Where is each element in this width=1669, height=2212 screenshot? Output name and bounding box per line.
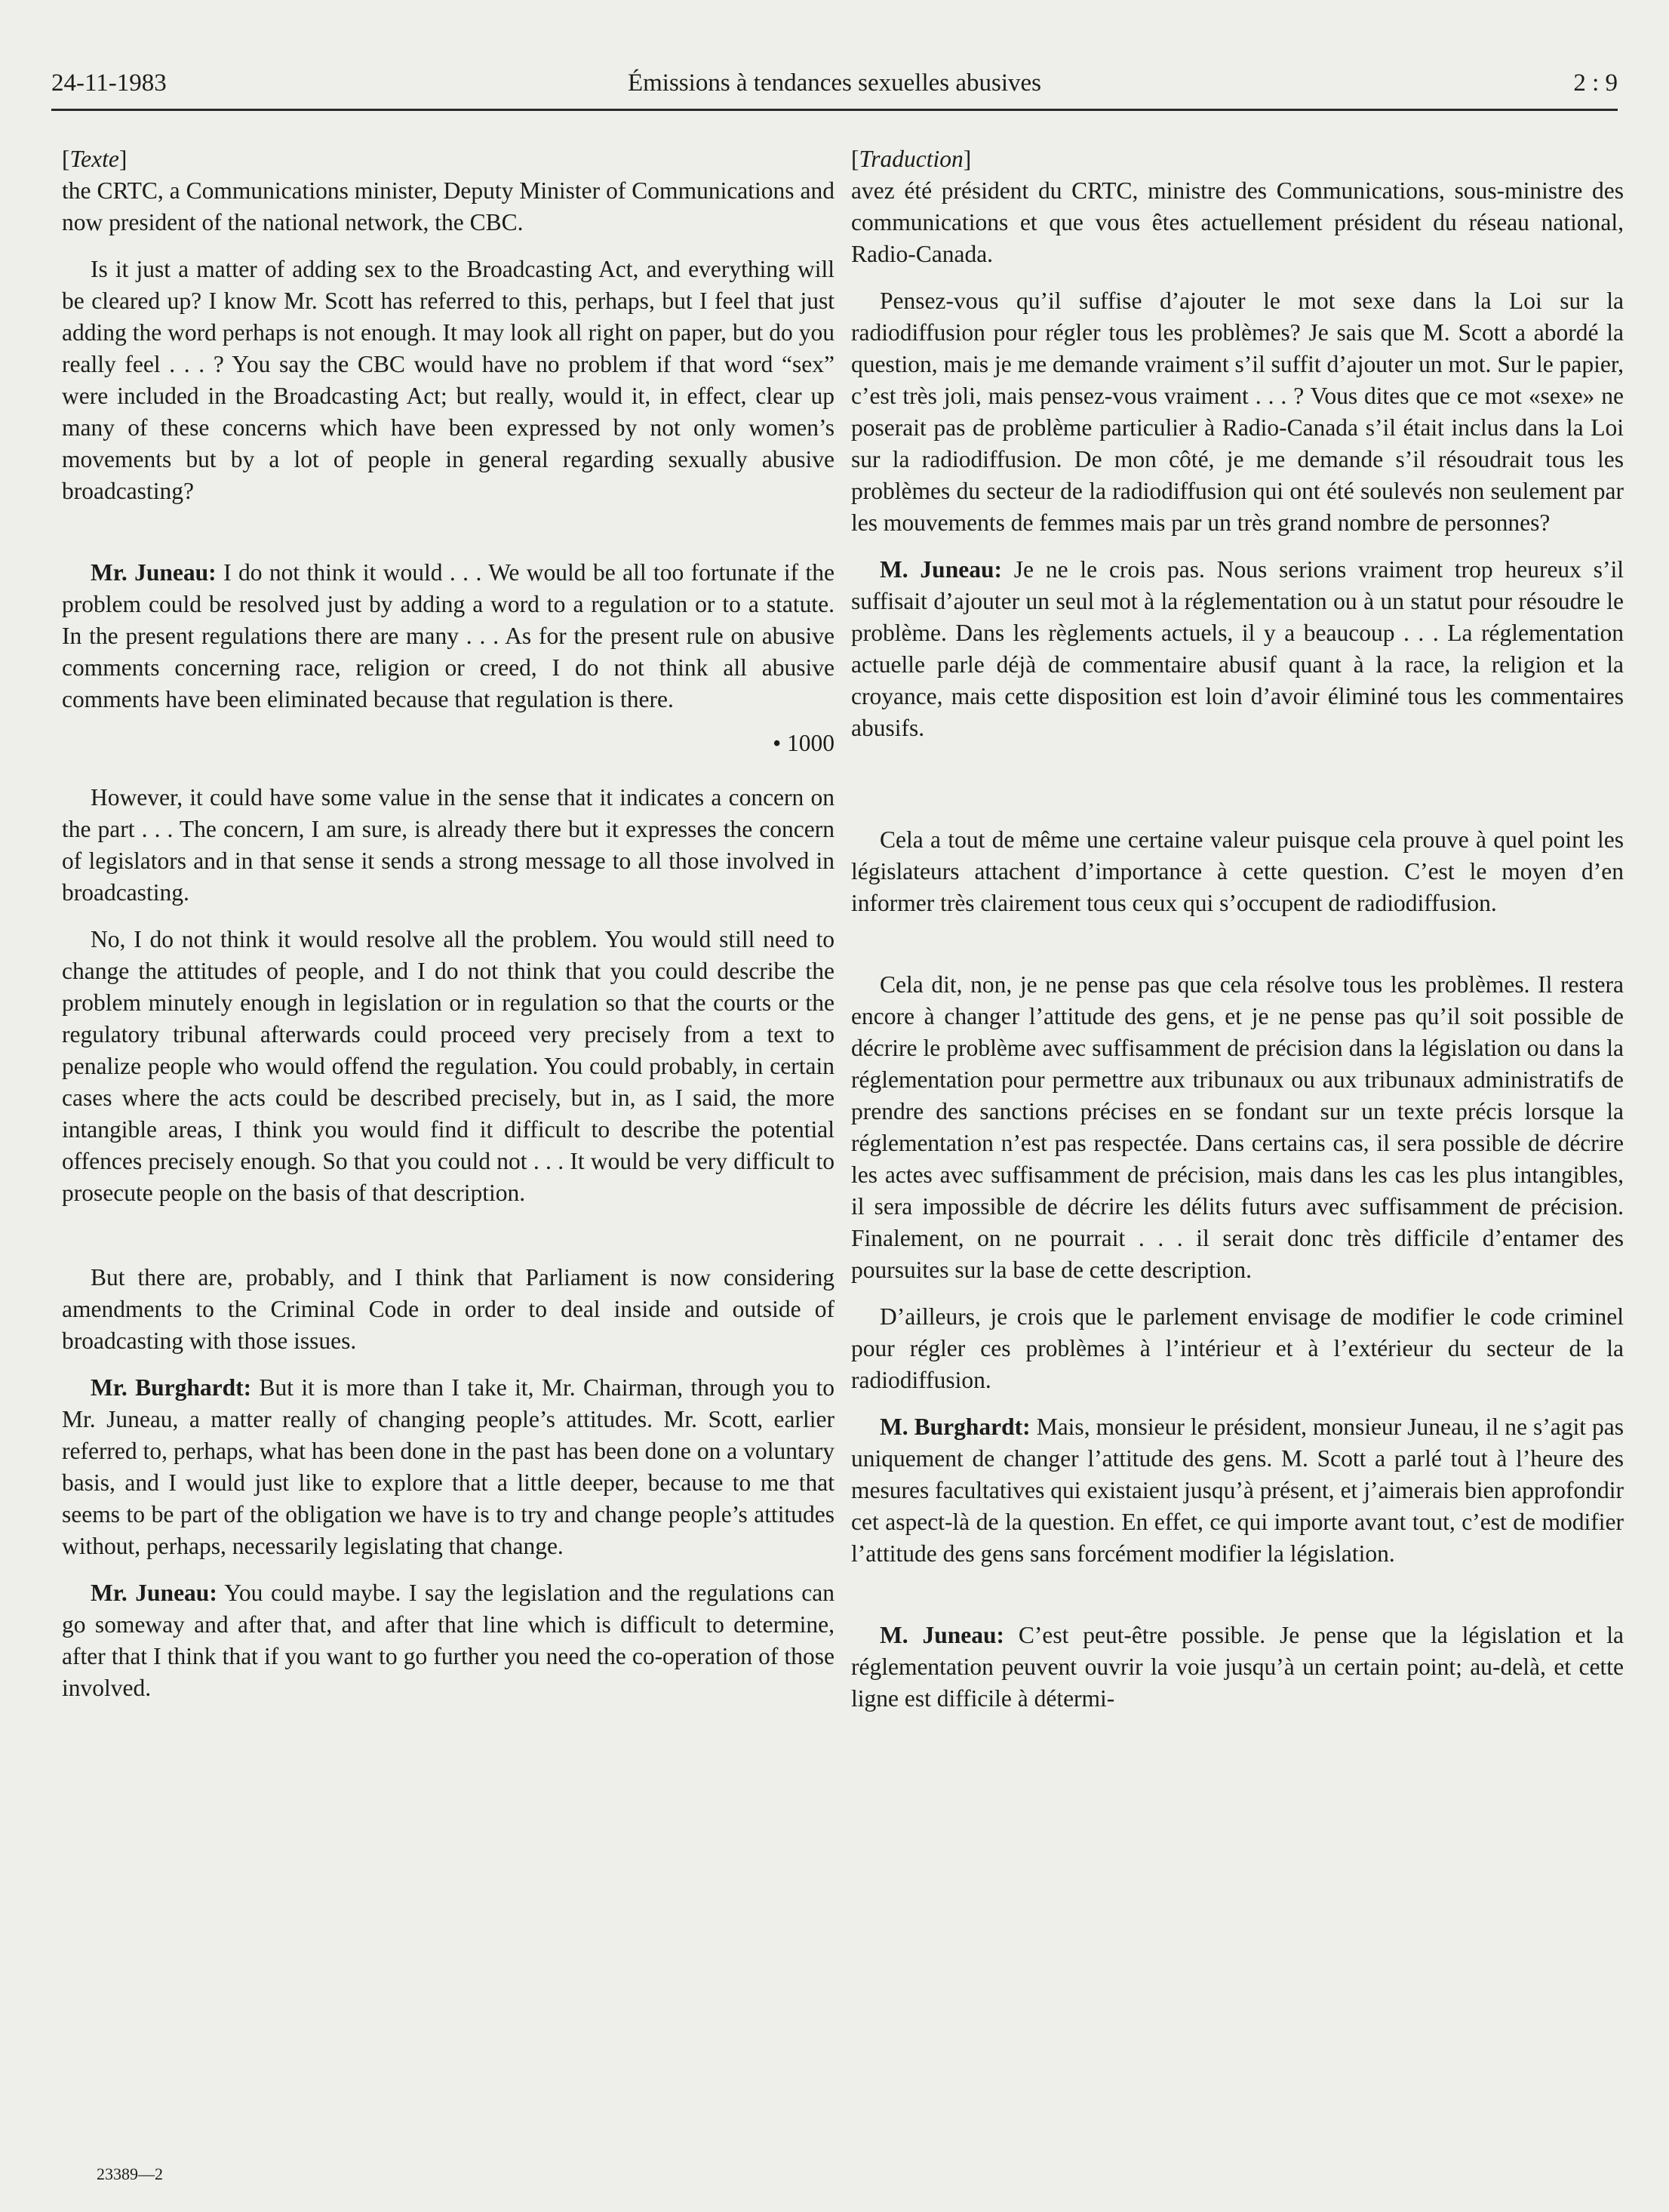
speaker-text: Je ne le crois pas. Nous serions vraiment trop heureux s’il suffisait d’ajouter un seul mot à la réglementation ou à un statut pour résoudre le problème. Dans les règlements actuels, il y a beaucoup . . . La réglementation actuelle parle déjà de commentaire abusif quant à la race, la religion et la croyance, mais cette disposition est loin d’avoir éliminé tous les commentaires abusifs. — [851, 556, 1624, 741]
speaker-text: But it is more than I take it, Mr. Chairman, through you to Mr. Juneau, a matter really of changing people’s attitudes. Mr. Scott, earlier referred to, perhaps, what has been done in the past has been done on a voluntary basis, and I would just like to explore that a little deeper, because to me that seems to be part of the obligation we have is to try and change people’s attitudes without, perhaps, necessarily legislating that change. — [62, 1374, 834, 1559]
speaker-name: Mr. Burghardt: — [91, 1374, 252, 1401]
speaker-text: Mais, monsieur le président, monsieur Juneau, il ne s’agit pas uniquement de changer l’attitude des gens. M. Scott a parlé tout à l’heure des mesures facultatives qui existaient jusqu’à présent, et j’aimerais bien approfondir cet aspect-là de la question. En effet, ce qui importe avant tout, c’est de modifier l’attitude des gens sans forcément modifier la législation. — [851, 1414, 1624, 1567]
english-column — [62, 143, 834, 1704]
footer-code: 23389—2 — [97, 2164, 163, 2183]
paragraph: Is it just a matter of adding sex to the Broadcasting Act, and everything will be cleared up? I know Mr. Scott has referred to this, perhaps, but I feel that just adding the word perhaps is not enough. It may look all right on paper, but do you really feel . . . ? You say the CBC would have no problem if that word “sex” were included in the Broadcasting Act; but really, would it, in effect, clear up many of these concerns which have been expressed by not only women’s movements but by a lot of people in general regarding sexually abusive broadcasting? — [62, 256, 834, 504]
speaker-paragraph — [851, 554, 1624, 744]
header-page-number: 2 : 9 — [1573, 69, 1618, 97]
text-section-tag: [Texte] — [62, 146, 128, 172]
french-column — [851, 143, 1624, 1715]
paragraph: But there are, probably, and I think that Parliament is now considering amendments to the Criminal Code in order to deal inside and outside of broadcasting with those issues. — [62, 1264, 834, 1354]
speaker-name: M. Burghardt: — [880, 1414, 1031, 1440]
paragraph: Cela a tout de même une certaine valeur puisque cela prouve à quel point les législateurs attachent d’importance à cette question. C’est le moyen d’en informer très clairement tous ceux qui s’occupent de radiodiffusion. — [851, 826, 1624, 916]
time-marker: • 1000 — [773, 730, 834, 756]
paragraph: However, it could have some value in the sense that it indicates a concern on the part . . . The concern, I am sure, is already there but it expresses the concern of legislators and in that sense it sends a strong message to all those involved in broadcasting. — [62, 784, 834, 906]
header-date: 24-11-1983 — [51, 69, 167, 97]
paragraph: avez été président du CRTC, ministre des Communications, sous-ministre des communications et que vous êtes actuellement président du réseau national, Radio-Canada. — [851, 177, 1624, 267]
speaker-paragraph — [62, 1577, 834, 1704]
speaker-paragraph — [62, 1372, 834, 1562]
speaker-text: I do not think it would . . . We would be all too fortunate if the problem could be resolved just by adding a word to a regulation or to a statute. In the present regulations there are many . . . As for the present rule on abusive comments concerning race, religion or creed, I do not think all abusive comments have been eliminated because that regulation is there. — [62, 559, 834, 712]
paragraph: the CRTC, a Communications minister, Deputy Minister of Communications and now president of the national network, the CBC. — [62, 177, 834, 235]
speaker-name: Mr. Juneau: — [91, 1580, 217, 1606]
paragraph: Pensez-vous qu’il suffise d’ajouter le mot sexe dans la Loi sur la radiodiffusion pour régler tous les problèmes? Je sais que M. Scott a abordé la question, mais je me demande vraiment s’il suffit d’ajouter un mot. Sur le papier, c’est très joli, mais pensez-vous vraiment . . . ? Vous dites que ce mot «sexe» ne poserait pas de problème particulier à Radio-Canada s’il était inclus dans la Loi sur la radiodiffusion. De mon côté, je me demande s’il résoudrait tous les problèmes du secteur de la radiodiffusion qui ont été soulevés non seulement par les mouvements de femmes mais par un très grand nombre de personnes? — [851, 288, 1624, 536]
paragraph: D’ailleurs, je crois que le parlement envisage de modifier le code criminel pour régler ces problèmes à l’intérieur et à l’extérieur du secteur de la radiodiffusion. — [851, 1303, 1624, 1393]
speaker-name: Mr. Juneau: — [91, 559, 217, 586]
speaker-name: M. Juneau: — [880, 556, 1002, 583]
speaker-paragraph — [62, 557, 834, 715]
paragraph: No, I do not think it would resolve all the problem. You would still need to change the attitudes of people, and I do not think that you could describe the problem minutely enough in legislation or in regulation so that the courts or the regulatory tribunal afterwards could proceed very precisely from a text to penalize people who would offend the regulation. You could probably, in certain cases where the acts could be described precisely, but in, as I said, the more intangible areas, I think you would find it difficult to describe the potential offences precisely enough. So that you could not . . . It would be very difficult to prosecute people on the basis of that description. — [62, 926, 834, 1206]
translation-section-tag: [Traduction] — [851, 146, 972, 172]
speaker-text: C’est peut-être possible. Je pense que la législation et la réglementation peuvent ouvrir la voie jusqu’à un certain point; au-delà, et cette ligne est difficile à détermi- — [851, 1622, 1624, 1712]
speaker-text: You could maybe. I say the legislation and the regulations can go someway and after that, and after that line which is difficult to determine, after that I think that if you want to go further you need the co-operation of those involved. — [62, 1580, 834, 1701]
paragraph: Cela dit, non, je ne pense pas que cela résolve tous les problèmes. Il restera encore à changer l’attitude des gens, et je ne pense pas qu’il soit possible de décrire le problème avec suffisamment de précision dans la législation ou dans la réglementation pour permettre aux tribunaux ou aux tribunaux administratifs de prendre des sanctions précises en se fondant sur un texte précis lorsque la réglementation n’est pas respectée. Dans certains cas, il sera possible de décrire les actes avec suffisamment de précision, mais dans les cas les plus intangibles, il sera impossible de décrire les délits futurs avec suffisamment de précision. Finalement, on ne pourrait . . . il serait donc très difficile d’entamer des poursuites sur la base de cette description. — [851, 971, 1624, 1283]
speaker-name: M. Juneau: — [880, 1622, 1004, 1648]
page-header — [51, 66, 1618, 111]
speaker-paragraph — [851, 1411, 1624, 1570]
speaker-paragraph — [851, 1620, 1624, 1715]
header-title: Émissions à tendances sexuelles abusives — [627, 69, 1042, 97]
